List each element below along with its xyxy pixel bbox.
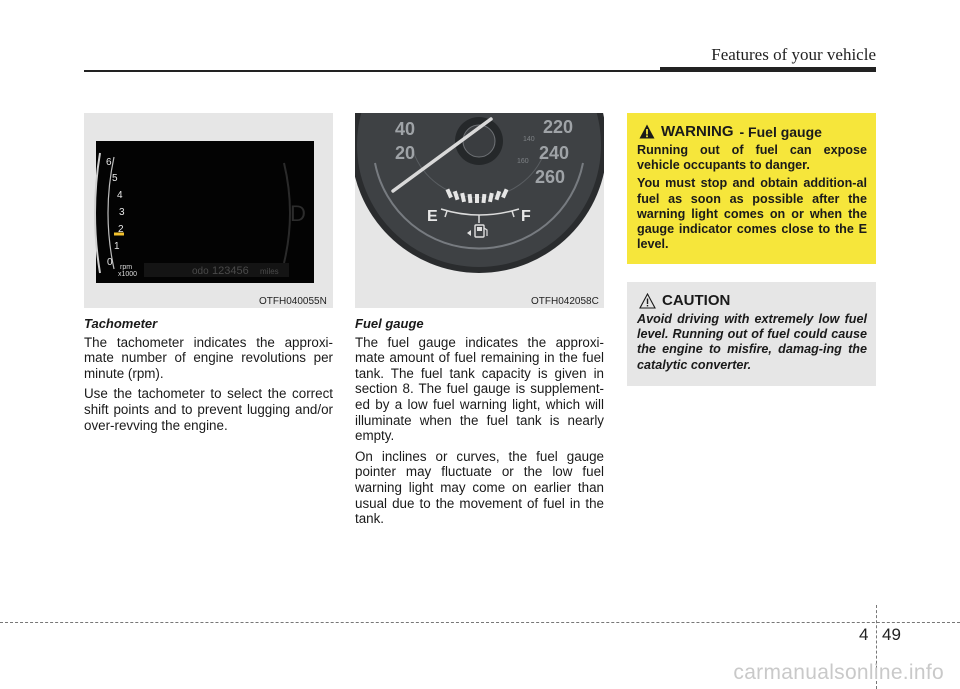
tachometer-figure: [84, 113, 333, 308]
fuel-empty-label: E: [427, 208, 438, 225]
speed-label-20: 20: [395, 143, 416, 163]
tach-tick-0: 0: [107, 257, 113, 268]
caution-title: [639, 292, 867, 309]
warning-box: [627, 113, 876, 264]
fuel-gauge-paragraph-2: On inclines or curves, the fuel gauge pointer may fluctuate or the low fuel warning light may come on earlier than usual due to the movement of fuel in the tank.: [355, 448, 604, 527]
tachometer-section: [84, 316, 333, 438]
section-header-title: Features of your vehicle: [711, 45, 876, 64]
speed-inner-label-140: 140: [523, 136, 535, 143]
gear-indicator: D: [290, 201, 306, 226]
warning-title: [639, 123, 867, 140]
tach-tick-2: 2: [118, 224, 124, 235]
header-rule-thick: [660, 67, 876, 72]
caution-label: CAUTION: [662, 292, 731, 309]
speed-label-240: 240: [539, 143, 570, 163]
tach-unit-multiplier: x1000: [118, 271, 138, 278]
page-number: 49: [882, 625, 901, 644]
odo-label: odo: [192, 266, 209, 277]
warning-subject: - Fuel gauge: [739, 123, 822, 140]
speed-label-260: 260: [535, 167, 566, 187]
warning-label: WARNING: [661, 123, 734, 140]
footer-rule: [0, 622, 960, 623]
speed-inner-label-160: 160: [517, 158, 529, 165]
tach-unit-rpm: rpm: [120, 264, 133, 271]
fuel-gauge-paragraph-1: The fuel gauge indicates the approxi-mate amount of fuel remaining in the fuel tank. The fuel tank capacity is given in section 8. The fuel gauge is supplement-ed by a low fuel warning light, which will illuminate when the fuel tank is nearly empty.: [355, 334, 604, 444]
warning-paragraph-1: Running out of fuel can expose vehicle occupants to danger.: [637, 143, 867, 173]
tach-tick-1: 1: [114, 241, 120, 252]
tach-tick-6: 6: [106, 157, 112, 168]
tachometer-heading: Tachometer: [84, 316, 158, 331]
speed-label-220: 220: [543, 117, 574, 137]
tach-tick-4: 4: [117, 190, 123, 201]
tachometer-figure-code: OTFH040055N: [259, 296, 327, 307]
speed-label-40: 40: [395, 119, 416, 139]
warning-triangle-icon: [639, 124, 655, 139]
fuel-gauge-section: [355, 316, 604, 532]
fuel-full-label: F: [521, 208, 531, 225]
tachometer-paragraph-2: Use the tachometer to select the correct shift points and to prevent lugging and/or over-revving the engine.: [84, 386, 333, 433]
tachometer-illustration: [84, 113, 333, 308]
caution-box: [627, 282, 876, 386]
warning-paragraph-2: You must stop and obtain addition-al fuel as soon as possible after the warning light comes on or when the gauge indicator comes close to the E level.: [637, 176, 867, 252]
chapter-number: 4: [859, 625, 869, 644]
fuel-gauge-heading: Fuel gauge: [355, 316, 424, 331]
fuel-gauge-figure-code: OTFH042058C: [531, 296, 599, 307]
odo-unit: miles: [260, 267, 279, 276]
fuel-gauge-illustration: [355, 113, 604, 308]
caution-paragraph-1: Avoid driving with extremely low fuel level. Running out of fuel could cause the engine to misfire, damag-ing the catalytic converter.: [637, 312, 867, 372]
fuel-gauge-figure: [355, 113, 604, 308]
tachometer-paragraph-1: The tachometer indicates the approxi-mate number of engine revolutions per minute (rpm).: [84, 334, 333, 381]
tach-tick-3: 3: [119, 207, 125, 218]
caution-triangle-icon: [639, 293, 656, 309]
watermark-text: carmanualsonline.info: [733, 661, 944, 684]
odo-value: 123456: [212, 265, 249, 277]
tach-tick-5: 5: [112, 173, 118, 184]
